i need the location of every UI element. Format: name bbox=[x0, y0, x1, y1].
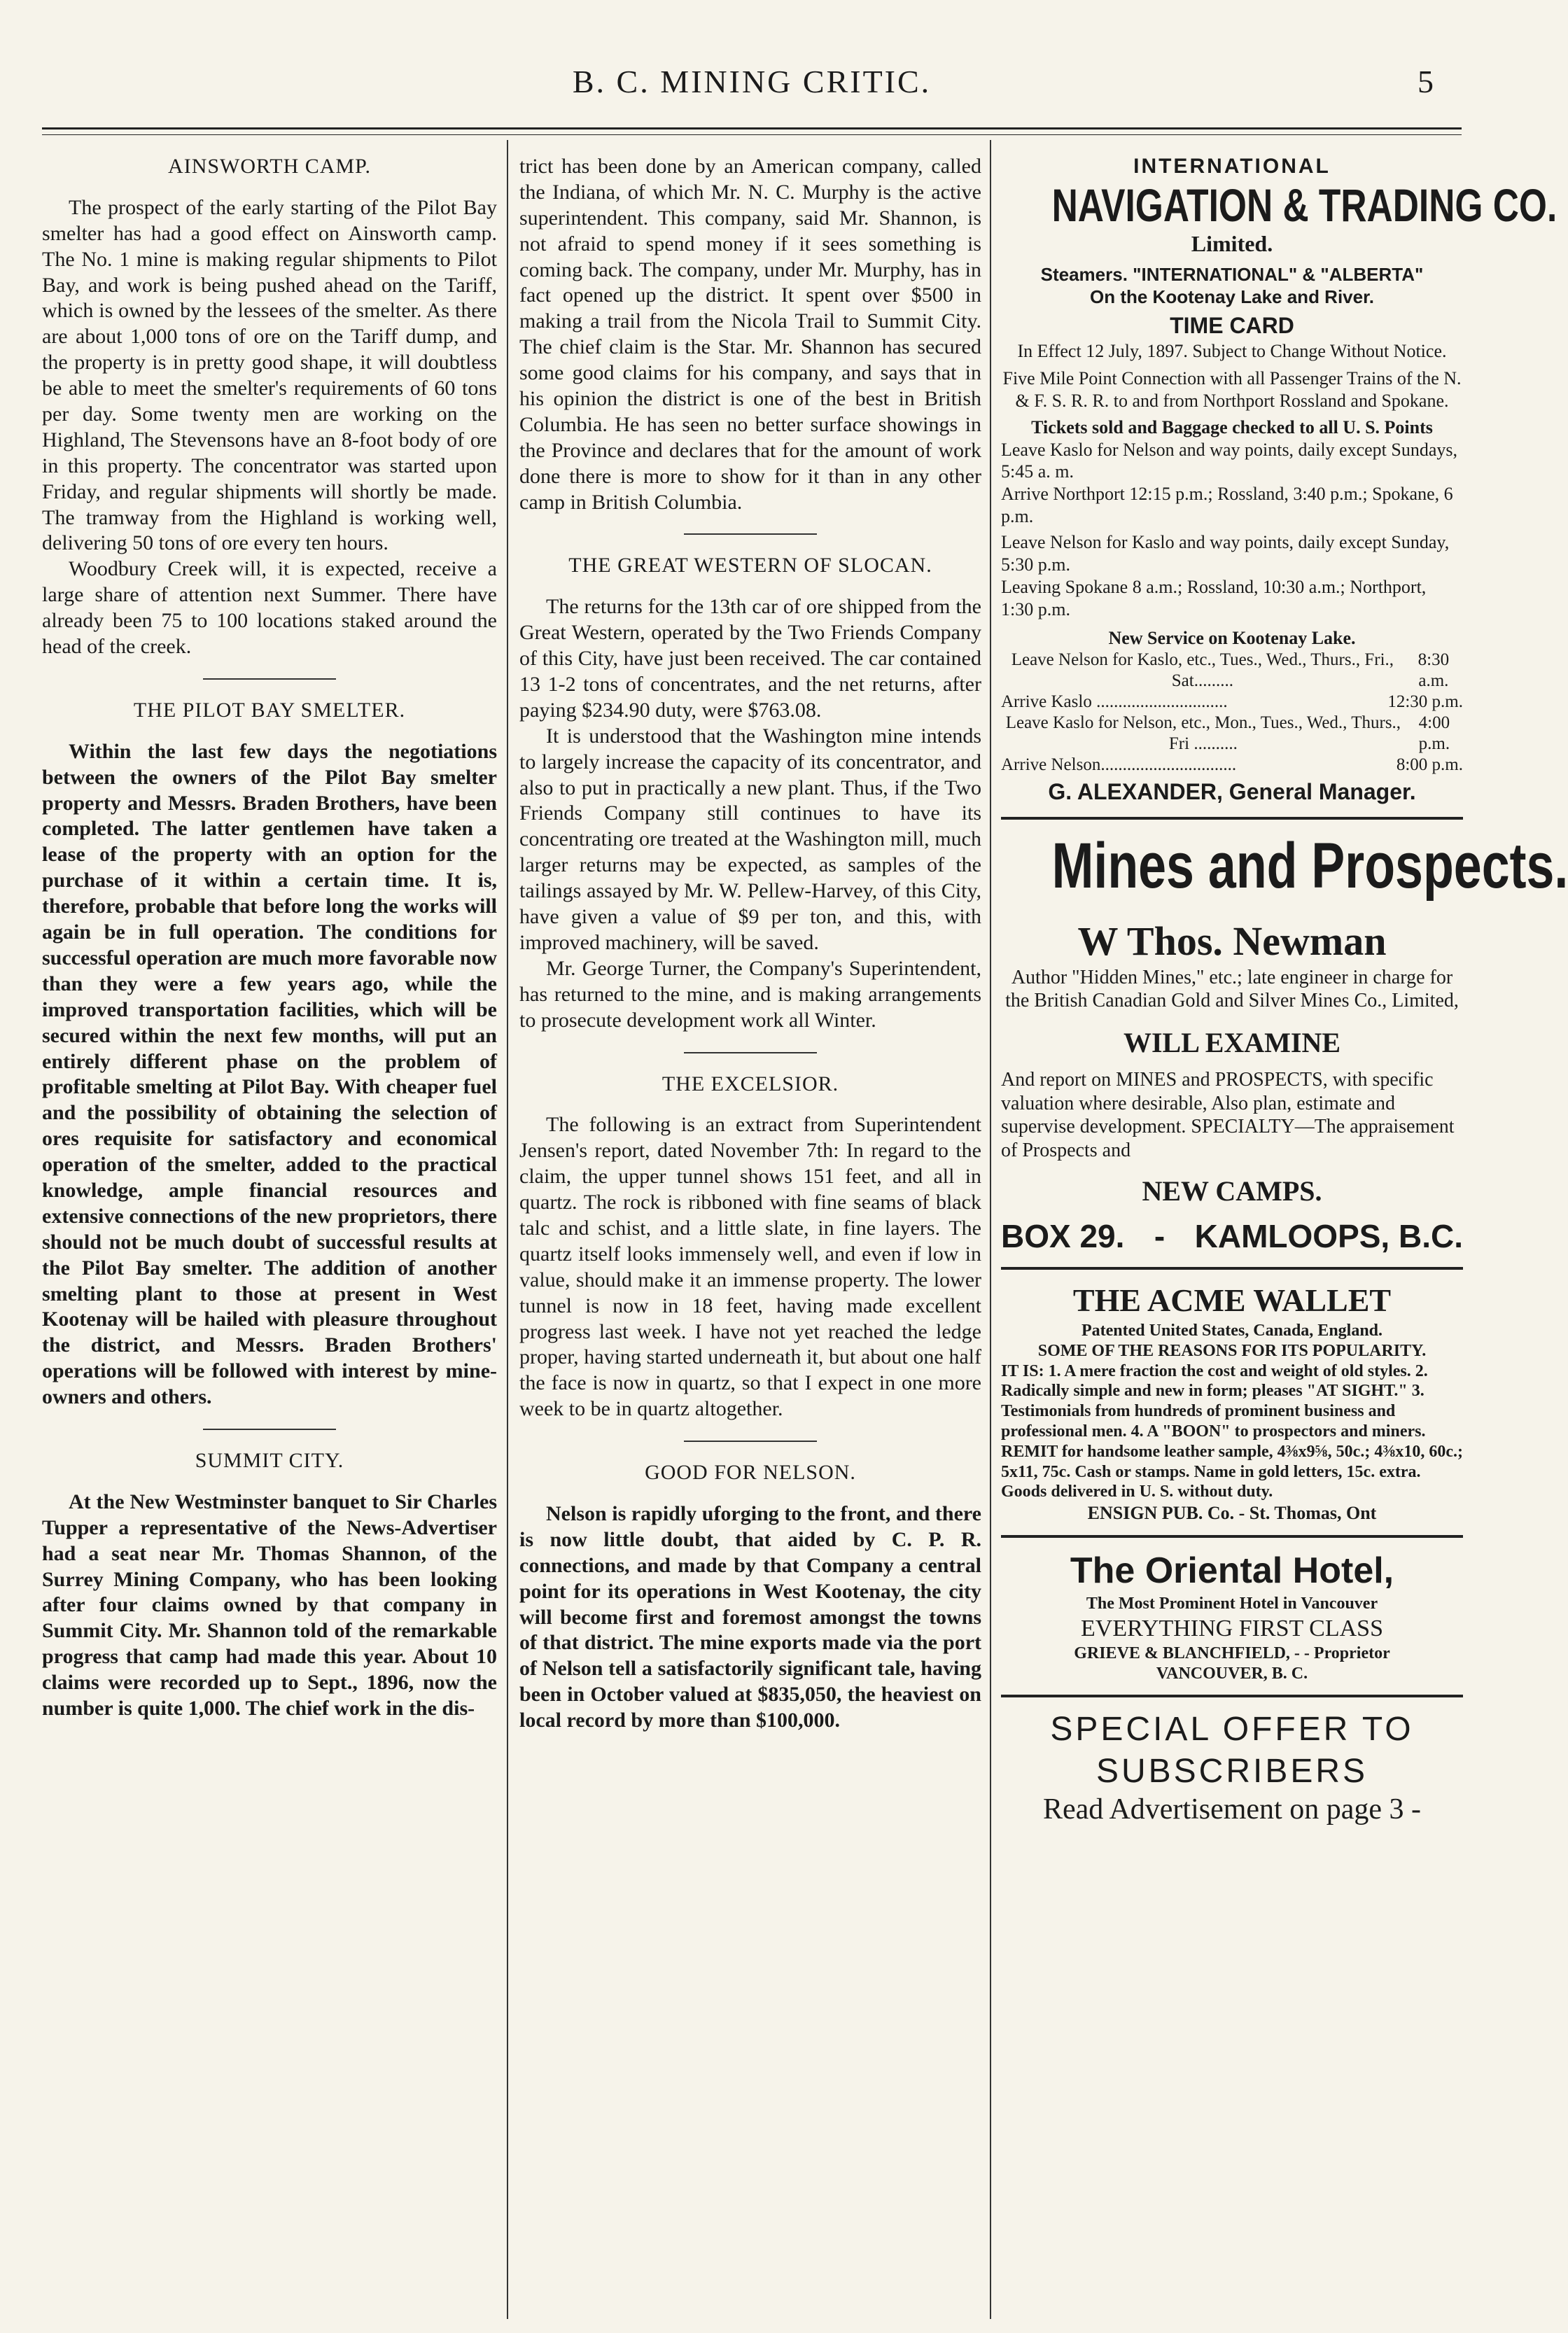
ad-schedule-row bbox=[1001, 650, 1463, 692]
acme-remit: REMIT for handsome leather sample, 4⅜x9⅝, 50c.; 4⅜x10, 60c.; 5x11, 75c. Cash or stamps. Name in gold letters, 15c. extra. Goods delivered in U. S. without duty. bbox=[1001, 1442, 1463, 1501]
ad-divider bbox=[1001, 1535, 1463, 1538]
oriental-hotel-ad bbox=[1001, 1549, 1463, 1683]
ad-schedule-row bbox=[1001, 713, 1463, 755]
header-rule bbox=[42, 127, 1462, 129]
acme-reasons: SOME OF THE REASONS FOR ITS POPULARITY. bbox=[1037, 1341, 1427, 1360]
article-paragraph: Nelson is rapidly uforging to the front, and there is now little doubt, that aided by C. P. R. connections, and made by that Company a central point for its operations in West Kootenay, the city will become first and foremost amongst the towns of that district. The mine exports made via the port of Nelson tell a satisfactorily significant tale, having been in October valued at $835,050, the heaviest on local record by more than $100,000. bbox=[519, 1501, 981, 1732]
ad-steamers: Steamers. "INTERNATIONAL" & "ALBERTA" bbox=[1040, 263, 1424, 285]
mines-headline: Mines and Prospects. bbox=[1051, 830, 1568, 902]
offer-line-2: SUBSCRIBERS bbox=[1096, 1752, 1368, 1790]
page-header bbox=[42, 63, 1462, 119]
ad-schedule-line: Leave Kaslo for Nelson and way points, daily except Sundays, 5:45 a. m. bbox=[1001, 439, 1458, 482]
ad-divider bbox=[1001, 1695, 1463, 1697]
ad-kicker: INTERNATIONAL bbox=[1133, 155, 1331, 178]
newspaper-title: B. C. MINING CRITIC. bbox=[572, 64, 932, 99]
column-3-ads bbox=[1001, 154, 1568, 2312]
acme-publisher: ENSIGN PUB. Co. - St. Thomas, Ont bbox=[1087, 1503, 1377, 1524]
schedule-time: 12:30 p.m. bbox=[1387, 692, 1463, 711]
column-1 bbox=[42, 154, 497, 2312]
offer-line-1: SPECIAL OFFER TO bbox=[1050, 1711, 1414, 1749]
section-divider bbox=[684, 1441, 817, 1442]
ad-schedule-line: Leaving Spokane 8 a.m.; Rossland, 10:30 a.m.; Northport, 1:30 p.m. bbox=[1001, 576, 1427, 619]
ad-limited: Limited. bbox=[1191, 231, 1273, 257]
article-title: GOOD FOR NELSON. bbox=[645, 1461, 856, 1485]
ad-divider bbox=[1001, 1267, 1463, 1270]
article-paragraph: trict has been done by an American company, called the Indiana, of which Mr. N. C. Murphy is the active superintendent. This company, said Mr. Shannon, is not afraid to spend money if it sees something is coming back. The company, under Mr. Murphy, has in fact opened up the district. It spent over $500 in making a trail from the Nicola Trail to Summit City. The chief claim is the Star. Mr. Shannon has secured some good claims for his company, and says that in his opinion the district is one of the best in British Columbia. He has seen no better surface showings in the Province and declares that for the amount of work done there is more to show for it than in any other camp in British Columbia. bbox=[519, 155, 981, 514]
hotel-proprietor: GRIEVE & BLANCHFIELD, - - Proprietor bbox=[1074, 1644, 1390, 1662]
ad-schedule-row bbox=[1001, 755, 1463, 776]
article-title: THE PILOT BAY SMELTER. bbox=[133, 698, 406, 722]
ad-schedule-line: Arrive Northport 12:15 p.m.; Rossland, 3:40 p.m.; Spokane, 6 p.m. bbox=[1001, 483, 1453, 526]
article-paragraph: It is understood that the Washington mine intends to largely increase the capacity of its concentrator, and also to put in practically a new plant. Thus, if the Two Friends Company still continues to have its concentrating ore treated at the Washington mill, much larger returns may be expected, as samples of the tailings assayed by Mr. W. Pellew-Harvey, of this City, have given a value of $9 per ton, and this, with improved machinery, will be saved. bbox=[519, 724, 981, 954]
company-name: NAVIGATION & TRADING CO. bbox=[1051, 178, 1558, 231]
section-divider bbox=[203, 678, 336, 680]
ad-route: On the Kootenay Lake and River. bbox=[1090, 286, 1374, 307]
mines-dash: - bbox=[1154, 1217, 1166, 1254]
mines-description: Author "Hidden Mines," etc.; late engineer in charge for the British Canadian Gold and Silver Mines Co., Limited, bbox=[1005, 966, 1459, 1012]
article-paragraph: The returns for the 13th car of ore shipped from the Great Western, operated by the Two Friends Company of this City, have just been received. The car contained 13 1-2 tons of concentrates, and the net returns, after paying $234.90 duty, were $763.08. bbox=[519, 595, 981, 722]
hotel-name: The Oriental Hotel, bbox=[1070, 1550, 1394, 1592]
section-divider bbox=[684, 1052, 817, 1053]
hotel-everything: EVERYTHING FIRST CLASS bbox=[1081, 1616, 1383, 1642]
column-2 bbox=[519, 154, 981, 2312]
section-divider bbox=[203, 1429, 336, 1430]
mines-new-camps: NEW CAMPS. bbox=[1142, 1175, 1322, 1207]
header-rule-thin bbox=[42, 134, 1462, 135]
schedule-time: 4:00 p.m. bbox=[1418, 713, 1450, 753]
ad-divider bbox=[1001, 817, 1463, 820]
acme-patented: Patented United States, Canada, England. bbox=[1081, 1321, 1383, 1340]
ad-timecard: TIME CARD bbox=[1170, 313, 1294, 339]
article-paragraph: The following is an extract from Superintendent Jensen's report, dated November 7th: In regard to the claim, the upper tunnel shows 151 feet, and all in quartz. The rock is ribboned with fine seams of black talc and schist, and a little slate, in fine layers. The quartz itself looks immensely well, and even if low in value, should make it an immense property. The lower tunnel is now in 18 feet, having made excellent progress last week. I have not yet reached the ledge proper, having started underneath it, but about one half the face is now in quartz, so that I expect in one more week to be in quartz altogether. bbox=[519, 1113, 981, 1421]
article-paragraph: Within the last few days the negotiations between the owners of the Pilot Bay smelter property and Messrs. Braden Brothers, have been completed. The latter gentlemen have taken a lease of the property with an option for the purchase of it within a certain time. It is, therefore, probable that before long the works will again be in full operation. The conditions for successful operation are much more favorable now than they were a few years ago, while the improved transportation facilities, which will be secured within the next few months, will put an entirely different phase on the problem of profitable smelting at Pilot Bay. With cheaper fuel and the possibility of obtaining the selection of ores requisite for satisfactory and economical operation of the smelter, added to the practical knowledge, ample financial resources and extensive connections of the new proprietors, there should not be much doubt of successful results at the Pilot Bay smelter. The addition of another smelting plant to those at present in West Kootenay will be hailed with pleasure throughout the district, and Messrs. Braden Brothers' operations will be followed with interest by mine-owners and others. bbox=[42, 739, 497, 1409]
mines-examine: WILL EXAMINE bbox=[1123, 1027, 1341, 1059]
article-title: THE GREAT WESTERN OF SLOCAN. bbox=[568, 554, 932, 577]
mines-name: W Thos. Newman bbox=[1077, 918, 1387, 964]
ad-new-service: New Service on Kootenay Lake. bbox=[1108, 628, 1356, 649]
mines-ad bbox=[1001, 830, 1568, 1256]
schedule-route: Leave Nelson for Kaslo, etc., Tues., Wed., Thurs., Fri., Sat......... bbox=[1011, 650, 1394, 690]
article-title: AINSWORTH CAMP. bbox=[168, 155, 371, 178]
ad-schedule-row bbox=[1001, 692, 1463, 713]
mines-box: BOX 29. bbox=[1001, 1217, 1125, 1254]
schedule-time: 8:30 a.m. bbox=[1418, 650, 1450, 690]
article-paragraph: At the New Westminster banquet to Sir Charles Tupper a representative of the News-Advertiser had a seat near Mr. Thomas Shannon, of the Surrey Mining Company, who has been looking after four claims owned by that company in Summit City. Mr. Shannon told of the remarkable progress that camp had made this year. About 10 claims were recorded up to Sept., 1896, now the number is quite 1,000. The chief work in the dis- bbox=[42, 1490, 497, 1720]
article-paragraph: Mr. George Turner, the Company's Superintendent, has returned to the mine, and is making arrangements to prosecute development work all Winter. bbox=[519, 956, 981, 1032]
column-divider bbox=[507, 140, 508, 2319]
ad-connection: Five Mile Point Connection with all Passenger Trains of the N. & F. S. R. R. to and from Northport Rossland and Spokane. bbox=[1002, 368, 1462, 412]
section-divider bbox=[684, 533, 817, 535]
navigation-ad bbox=[1001, 154, 1558, 806]
page-number: 5 bbox=[1418, 64, 1434, 99]
ad-tickets: Tickets sold and Baggage checked to all U. S. Points bbox=[1031, 416, 1433, 437]
acme-title: THE ACME WALLET bbox=[1072, 1282, 1392, 1319]
subscriber-offer bbox=[1001, 1709, 1463, 1828]
hotel-city: VANCOUVER, B. C. bbox=[1156, 1664, 1308, 1683]
hotel-tagline: The Most Prominent Hotel in Vancouver bbox=[1086, 1595, 1378, 1613]
mines-city: KAMLOOPS, B.C. bbox=[1194, 1217, 1463, 1254]
schedule-route: Arrive Kaslo .............................. bbox=[1001, 692, 1228, 711]
offer-line-3: Read Advertisement on page 3 - bbox=[1042, 1793, 1421, 1826]
ad-effect: In Effect 12 July, 1897. Subject to Change Without Notice. bbox=[1017, 340, 1447, 361]
column-divider bbox=[990, 140, 991, 2319]
schedule-route: Arrive Nelson............................... bbox=[1001, 755, 1237, 774]
mines-report: And report on MINES and PROSPECTS, with specific valuation where desirable, Also plan, estimate and supervise development. SPECIALTY—The appraisement of Prospects and bbox=[1001, 1069, 1455, 1162]
article-title: SUMMIT CITY. bbox=[195, 1448, 344, 1472]
ad-manager: G. ALEXANDER, General Manager. bbox=[1048, 778, 1416, 804]
acme-body: IT IS: 1. A mere fraction the cost and weight of old styles. 2. Radically simple and new in form; pleases "AT SIGHT." 3. Testimonials from hundreds of prominent business and professional men. 4. A "BOON" to prospectors and miners. bbox=[1001, 1361, 1428, 1441]
article-paragraph: The prospect of the early starting of the Pilot Bay smelter has had a good effect on Ainsworth camp. The No. 1 mine is making regular shipments to Pilot Bay, and work is being pushed ahead on the Tariff, which is owned by the lessees of the smelter. As there are about 1,000 tons of ore on the Tariff dump, and the property is in pretty good shape, it will doubtless be able to meet the smelter's requirements of 60 tons per day. Some twenty men are working on the Highland, The Stevensons have an 8-foot body of ore in this property. The concentrator was started upon Friday, and regular shipments will shortly be made. The tramway from the Highland is working well, delivering 50 tons of ore every ten hours. bbox=[42, 195, 497, 555]
article-paragraph: Woodbury Creek will, it is expected, receive a large share of attention next Summer. There have already been 75 to 100 locations staked around the head of the creek. bbox=[42, 557, 497, 659]
schedule-time: 8:00 p.m. bbox=[1396, 755, 1463, 774]
article-title: THE EXCELSIOR. bbox=[662, 1072, 839, 1095]
acme-wallet-ad bbox=[1001, 1281, 1463, 1524]
mines-address bbox=[1001, 1217, 1463, 1256]
schedule-route: Leave Kaslo for Nelson, etc., Mon., Tues., Wed., Thurs., Fri .......... bbox=[1005, 713, 1401, 753]
ad-schedule-line: Leave Nelson for Kaslo and way points, daily except Sunday, 5:30 p.m. bbox=[1001, 532, 1450, 575]
